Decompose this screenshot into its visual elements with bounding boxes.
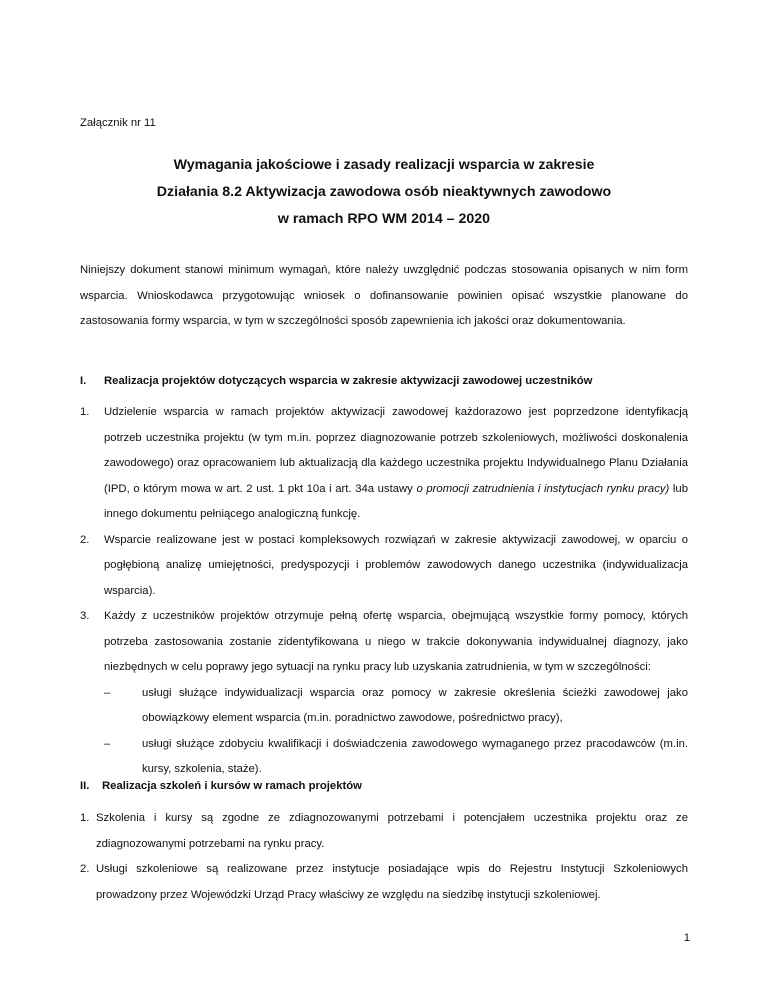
section-2-title: Realizacja szkoleń i kursów w ramach projektów [102,780,362,792]
title-line-1: Wymagania jakościowe i zasady realizacji wsparcia w zakresie [173,157,595,173]
list-item [80,857,688,908]
list-item-text-cont: lub innego dokumentu pełniącego analogiczną funkcję. [104,482,688,520]
list-item-text: Wsparcie realizowane jest w postaci kompleksowych rozwiązań w zakresie aktywizacji zawodowej, w oparciu o pogłębioną analizę umiejętności, predyspozycji i problemów zawodowych danego uczestnika (indywidualizacja wsparcia). [104,533,688,597]
section-1-number: I. [80,375,87,387]
list-item-number: 1. [80,812,90,824]
list-item [80,400,688,528]
list-item-number: 3. [80,610,90,622]
title-line-3: w ramach RPO WM 2014 – 2020 [277,211,491,227]
list-item-text: Szkolenia i kursy są zgodne ze zdiagnozowanymi potrzebami i potencjałem uczestnika projektu oraz ze zdiagnozowanymi potrzebami na rynku pracy. [96,812,688,850]
list-item-text: Usługi szkoleniowe są realizowane przez instytucje posiadające wpis do Rejestru Instytucji Szkoleniowych prowadzony przez Wojewódzki Urząd Pracy właściwy ze względu na siedzibę instytucji szkoleniowej. [96,863,688,901]
dash-bullet: – [104,737,111,750]
sub-list-item-text: usługi służące zdobyciu kwalifikacji i doświadczenia zawodowego wymaganego przez pracodawców (m.in. kursy, szkolenia, staże). [142,737,688,775]
sub-list-item [80,681,688,732]
section-1-title: Realizacja projektów dotyczących wsparcia w zakresie aktywizacji zawodowej uczestników [104,375,593,387]
list-item [80,604,688,681]
sub-list-item-text: usługi służące indywidualizacji wsparcia oraz pomocy w zakresie określenia ścieżki zawodowej jako obowiązkowy element wsparcia (m.in. poradnictwo zawodowe, pośrednictwo pracy), [142,686,688,724]
sub-list-item [80,732,688,783]
dash-bullet: – [104,686,111,699]
list-item-text: Każdy z uczestników projektów otrzymuje pełną ofertę wsparcia, obejmującą wszystkie formy pomocy, których potrzeba zastosowania zostanie zidentyfikowana u niego w trakcie dokonywania indywidualnej diagnozy, jako niezbędnych w celu poprawy jego sytuacji na rynku pracy lub uzyskania zatrudnienia, w tym w szczególności: [104,610,688,673]
section-2-list [80,806,688,908]
section-1-heading [80,375,688,387]
intro-paragraph: Niniejszy dokument stanowi minimum wymagań, które należy uwzględnić podczas stosowania opisanych w nim form wsparcia. Wnioskodawca przygotowując wniosek o dofinansowanie powinien opisać wszystkie planowane do zastosowania formy wsparcia, w tym w szczególności sposób zapewnienia ich jakości oraz dokumentowania. [80,264,688,327]
section-2-heading [80,780,688,792]
section-1-list [80,400,688,783]
document-title [0,152,768,233]
law-title-italic: o promocji zatrudnienia i instytucjach rynku pracy) [416,482,670,495]
list-item-number: 2. [80,533,90,546]
list-item-text: Udzielenie wsparcia w ramach projektów aktywizacji zawodowej każdorazowo jest poprzedzone identyfikacją potrzeb uczestnika projektu (w tym m.in. poprzez diagnozowanie potrzeb szkoleniowych, możliwości doskonalenia zawodowego) oraz opracowaniem lub aktualizacją dla każdego uczestnika projektu Indywidualnego Planu Działania (IPD, o którym mowa w art. 2 ust. 1 pkt 10a i art. 34a ustawy [104,406,688,495]
list-item [80,528,688,605]
annex-label: Załącznik nr 11 [80,117,156,129]
page-number: 1 [683,932,690,944]
list-item-number: 1. [80,406,90,418]
list-item-number: 2. [80,863,90,875]
list-item [80,806,688,857]
section-2-number: II. [80,780,90,792]
title-line-2: Działania 8.2 Aktywizacja zawodowa osób nieaktywnych zawodowo [156,184,612,200]
